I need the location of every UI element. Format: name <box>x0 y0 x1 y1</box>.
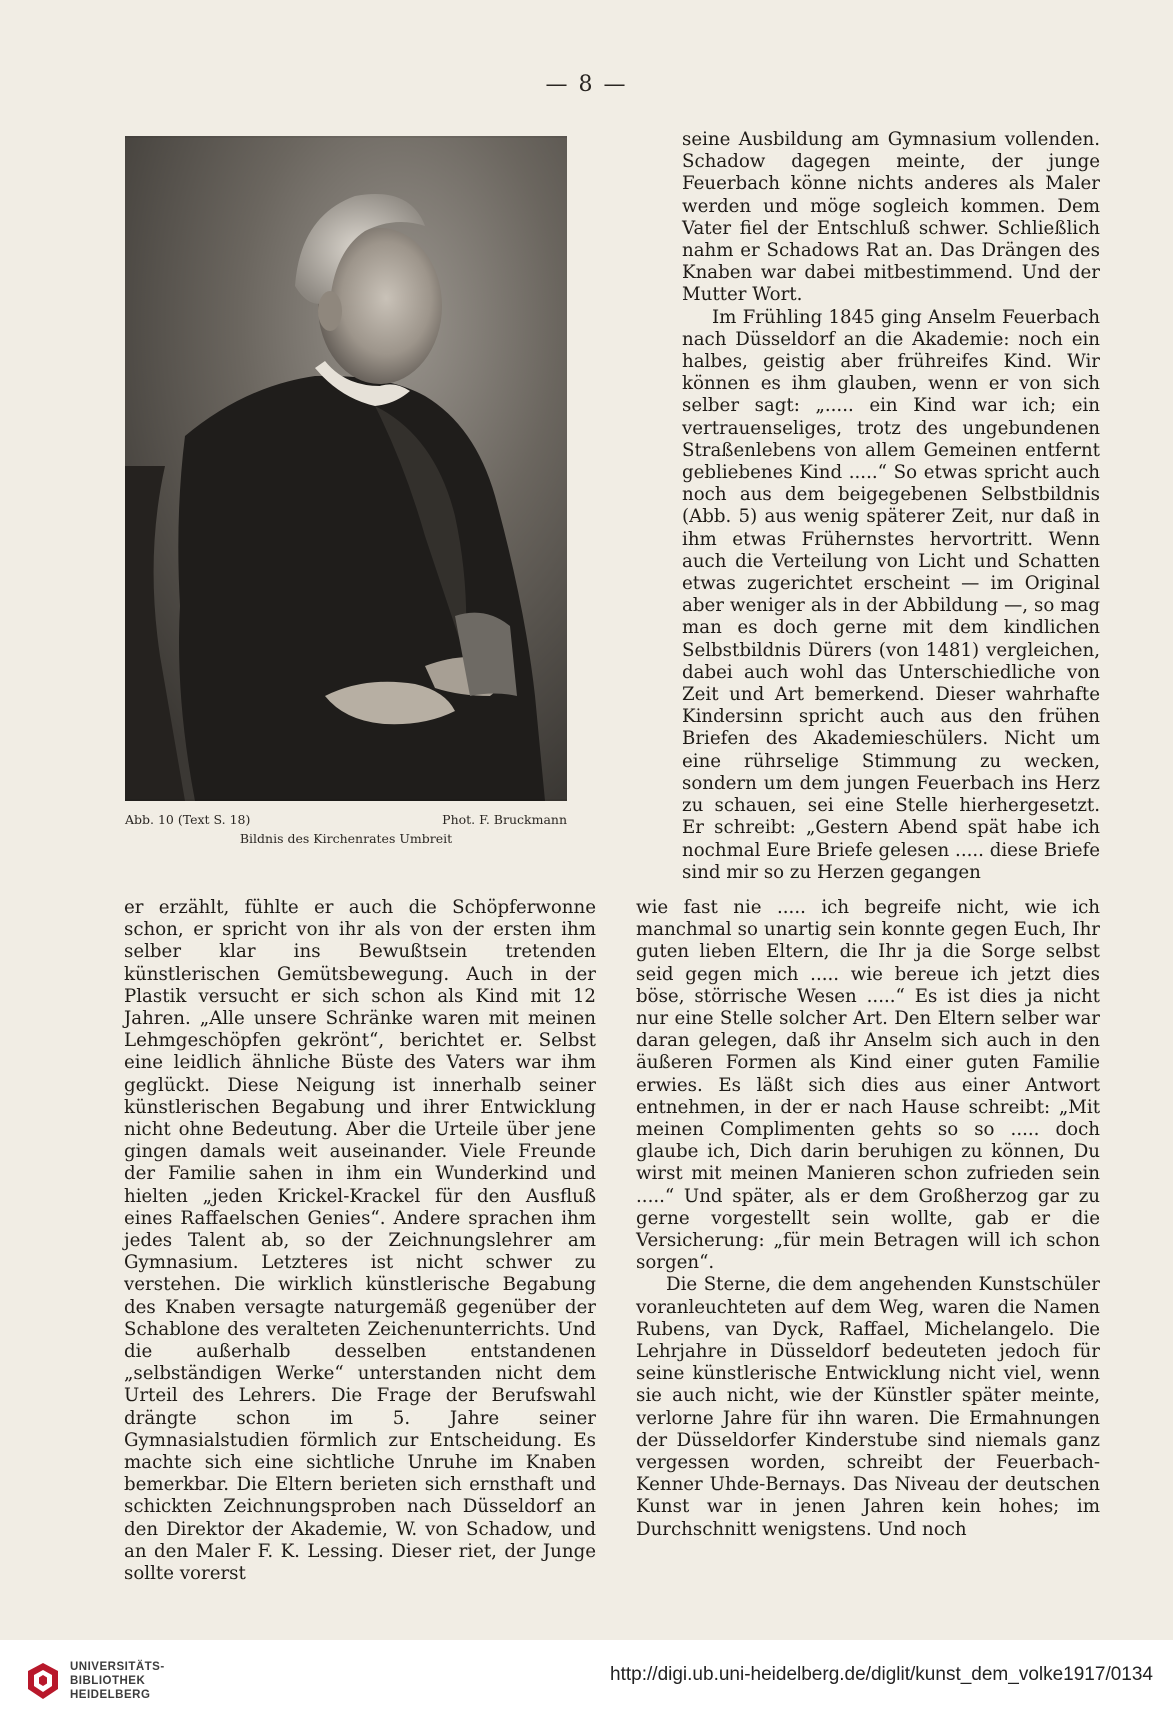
library-logo[interactable] <box>26 1660 165 1702</box>
paragraph: Die Sterne, die dem angehenden Kunstschüler voranleuchteten auf dem Weg, waren die Namen Rubens, van Dyck, Raffael, Michelangelo. Die Lehrjahre in Düsseldorf bedeuteten jedoch für seine künstlerische Entwicklung nicht viel, wenn sie auch nicht, wie der Künstler später meinte, verlorne Jahre für ihn waren. Die Ermahnungen der Düsseldorfer Kinderstube sind niemals ganz vergessen worden, schreibt der Feuerbach-Kenner Uhde-Bernays. Das Niveau der deutschen Kunst war in jenen Jahren kein hohes; im Durchschnitt wenigstens. Und noch <box>636 1274 1100 1540</box>
logo-line: HEIDELBERG <box>70 1689 151 1701</box>
right-column-bottom <box>636 897 1100 1541</box>
paragraph: er erzählt, fühlte er auch die Schöpferwonne schon, er spricht von ihr als von der ersten ihm selber klar ins Bewußtsein tretenden künstlerischen Gemütsbewegung. Auch in der Plastik versucht er sich schon als Kind mit 12 Jahren. „Alle unsere Schränke waren mit meinen Lehmgeschöpfen gekrönt“, berichtet er. Selbst eine leidlich ähnliche Büste des Vaters war ihm geglückt. Diese Neigung ist innerhalb seiner künstlerischen Begabung und ihrer Entwicklung nicht ohne Bedeutung. Aber die Urteile über jene gingen damals weit auseinander. Viele Freunde der Familie sahen in ihm ein Wunderkind und hielten „jeden Krickel-Krackel für den Ausfluß eines Raffaelschen Genies“. Andere sprachen ihm jedes Talent ab, so der Zeichnungslehrer am Gymnasium. Letzteres ist nicht schwer zu verstehen. Die wirklich künstlerische Begabung des Knaben versagte naturgemäß gegenüber der Schablone des veralteten Zeichenunterrichts. Und die außerhalb desselben entstandenen „selbständigen Werke“ unterstanden nicht dem Urteil des Lehrers. Die Frage der Berufswahl drängte schon im 5. Jahre seiner Gymnasialstudien förmlich zur Entscheidung. Es machte sich eine sichtliche Unruhe im Knaben bemerkbar. Die Eltern berieten sich ernsthaft und schickten Zeichnungsproben nach Düsseldorf an den Direktor der Akademie, W. von Schadow, und an den Maler F. K. Lessing. Dieser riet, der Junge sollte vorerst <box>124 897 596 1585</box>
caption-figure-ref: Abb. 10 (Text S. 18) <box>125 812 251 827</box>
logo-line: BIBLIOTHEK <box>70 1675 146 1687</box>
caption-photo-credit: Phot. F. Bruckmann <box>442 812 567 827</box>
paragraph: wie fast nie ..... ich begreife nicht, wie ich manchmal so unartig sein konnte gegen Euch, Ihr guten lieben Eltern, die Ihr ja die Sorge selbst seid gegen mich ..... wie bereue ich jetzt dies böse, störrische Wesen .....“ Es ist dies ja nicht nur eine Stelle solcher Art. Den Eltern selber war daran gelegen, daß ihr Anselm sich auch in den äußeren Formen als Kind einer guten Familie erwies. Es läßt sich dies aus einer Antwort entnehmen, in der er nach Hause schreibt: „Mit meinen Complimenten gehts so so ..... doch glaube ich, Dich darin beruhigen zu können, Du wirst mit meinen Manieren schon zufrieden sein .....“ Und später, als er dem Großherzog gar zu gerne vorgestellt sein wollte, gab er die Versicherung: „für mein Betragen will ich schon sorgen“. <box>636 897 1100 1274</box>
library-footer <box>0 1640 1173 1721</box>
figure-caption <box>125 812 567 846</box>
left-column-bottom <box>124 897 596 1585</box>
source-url-link[interactable]: http://digi.ub.uni-heidelberg.de/diglit/kunst_dem_volke1917/0134 <box>610 1664 1153 1685</box>
paragraph: seine Ausbildung am Gymnasium vollenden. Schadow dagegen meinte, der junge Feuerbach könne nichts anderes als Maler werden und möge sogleich kommen. Dem Vater fiel der Entschluß schwer. Schließlich nahm er Schadows Rat an. Das Drängen des Knaben war dabei mitbestimmend. Und der Mutter Wort. <box>682 129 1100 306</box>
right-column-top <box>682 129 1100 884</box>
logo-line: UNIVERSITÄTS- <box>70 1661 165 1673</box>
paragraph: Im Frühling 1845 ging Anselm Feuerbach nach Düsseldorf an die Akademie: noch ein halbes, geistig aber frühreifes Kind. Wir können es ihm glauben, wenn er von sich selber sagt: „..... ein Kind war ich; ein vertrauenseliges, trotz des ungebundenen Straßenlebens von allem Gemeinen entfernt gebliebenes Kind .....“ So etwas spricht auch noch aus dem beigegebenen Selbstbildnis (Abb. 5) aus wenig späterer Zeit, nur daß in ihm etwas Frühernstes hervortritt. Wenn auch die Verteilung von Licht und Schatten etwas zugerichtet erscheint — im Original aber weniger als in der Abbildung —, so mag man es doch gerne mit dem kindlichen Selbstbildnis Dürers (von 1481) vergleichen, dabei auch wohl das Unterschiedliche von Zeit und Art bemerkend. Dieser wahrhafte Kindersinn spricht auch aus den frühen Briefen des Akademieschülers. Nicht um eine rührselige Stimmung zu wecken, sondern um dem jungen Feuerbach ins Herz zu schauen, sei eine Stelle hierhergesetzt. Er schreibt: „Gestern Abend spät habe ich nochmal Eure Briefe gelesen ..... diese Briefe sind mir so zu Herzen gegangen <box>682 306 1100 883</box>
page-number: — 8 — <box>545 72 628 97</box>
portrait-photograph <box>125 136 567 801</box>
caption-title: Bildnis des Kirchenrates Umbreit <box>239 831 453 846</box>
library-seal-icon <box>26 1661 60 1701</box>
